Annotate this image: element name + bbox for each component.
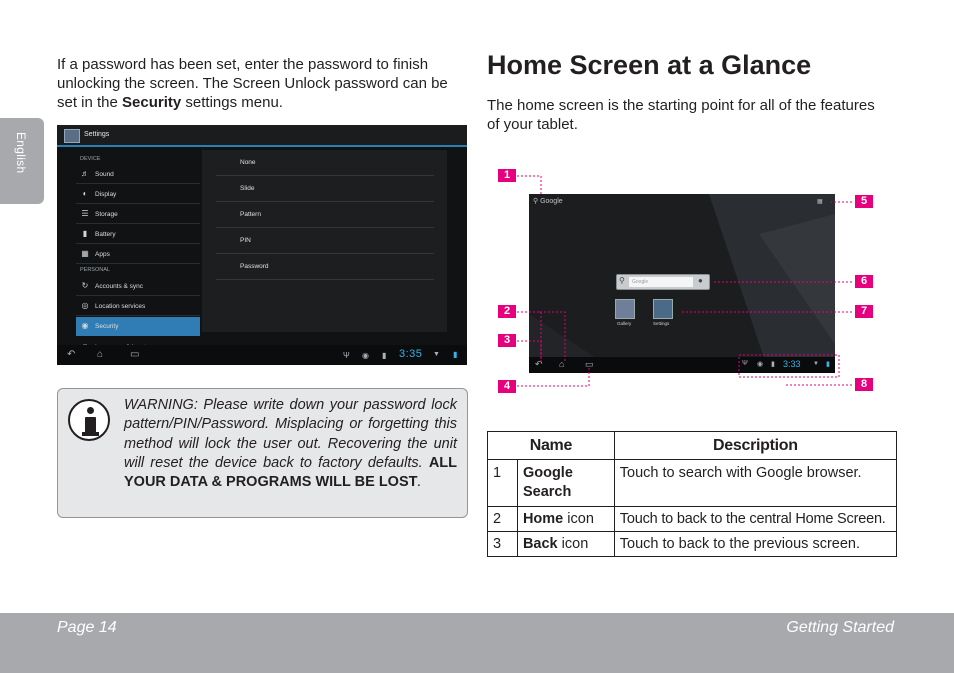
- sd-card-icon: ▮: [382, 351, 387, 360]
- warning-emphasis: ALL YOUR DATA & PROGRAMS WILL BE LOST: [124, 454, 457, 491]
- back-icon[interactable]: ↶: [535, 359, 543, 369]
- intro-text-end: settings menu.: [181, 94, 283, 111]
- callout-7: 7: [855, 305, 873, 318]
- lock-icon: ◉: [81, 321, 89, 330]
- callout-6: 6: [855, 275, 873, 288]
- sd-card-icon: ▮: [771, 361, 775, 368]
- settings-item-label: Battery: [95, 231, 116, 238]
- callout-4: 4: [498, 380, 516, 393]
- settings-app-label: Settings: [653, 321, 670, 326]
- row-name-bold: Back: [522, 536, 558, 552]
- row-name-rest: icon: [563, 511, 594, 527]
- settings-item-label: Display: [95, 191, 117, 198]
- sync-icon: ↻: [81, 281, 89, 290]
- lock-option-label: PIN: [240, 237, 251, 244]
- wifi-icon: ▼: [813, 361, 819, 367]
- battery-status-icon: ▮: [453, 350, 458, 359]
- battery-status-icon: ▮: [826, 361, 830, 368]
- section-name: Getting Started: [786, 619, 894, 636]
- callout-1: 1: [498, 169, 516, 182]
- home-icon[interactable]: ⌂: [559, 359, 565, 369]
- row-description: Touch to back to the previous screen.: [614, 532, 896, 557]
- row-description: Touch to search with Google browser.: [614, 460, 896, 507]
- intro-bold: Security: [122, 94, 182, 111]
- recent-apps-icon[interactable]: ▭: [585, 359, 594, 369]
- android-debug-icon: ◉: [362, 351, 369, 360]
- app-drawer-icon[interactable]: ▦: [817, 199, 823, 205]
- settings-item-label: Location services: [95, 303, 146, 310]
- home-icon[interactable]: ⌂: [97, 349, 104, 360]
- search-icon: ⚲: [619, 276, 625, 285]
- lock-option-label: None: [240, 159, 256, 166]
- lock-option-label: Pattern: [240, 211, 261, 218]
- table-row: [488, 532, 897, 557]
- battery-icon: ▮: [82, 229, 88, 238]
- row-name-rest: icon: [557, 536, 589, 552]
- row-number: 3: [488, 532, 518, 557]
- recent-apps-icon[interactable]: ▭: [130, 349, 140, 360]
- table-header-description: Description: [614, 432, 896, 460]
- row-name: [517, 532, 614, 557]
- settings-title: Settings: [84, 131, 110, 138]
- status-clock: 3:33: [783, 359, 801, 369]
- row-description: Touch to back to the central Home Screen.: [614, 507, 896, 532]
- home-intro-paragraph: The home screen is the starting point for all of the features of your tablet.: [487, 97, 875, 133]
- category-personal: PERSONAL: [80, 267, 110, 273]
- table-header-name: Name: [488, 432, 615, 460]
- table-row: [488, 460, 897, 507]
- lock-option-label: Slide: [240, 185, 255, 192]
- callout-3: 3: [498, 334, 516, 347]
- storage-icon: ☰: [81, 209, 89, 218]
- category-device: DEVICE: [80, 156, 101, 162]
- icon-description-table: [487, 431, 897, 557]
- location-icon: ◎: [81, 301, 89, 310]
- apps-icon: ▦: [81, 249, 89, 258]
- settings-item-label: Storage: [95, 211, 118, 218]
- search-widget-input[interactable]: Google: [629, 277, 693, 287]
- row-name: [517, 460, 614, 507]
- settings-item-label: Security: [95, 323, 119, 330]
- row-name-bold: Home: [522, 511, 564, 527]
- speaker-icon: ♬: [81, 169, 89, 178]
- page-heading: Home Screen at a Glance: [487, 50, 812, 80]
- status-clock: 3:35: [399, 348, 423, 360]
- lock-option-label: Password: [240, 263, 269, 270]
- row-number: 2: [488, 507, 518, 532]
- google-label: Google: [540, 198, 563, 205]
- table-header-row: [488, 432, 897, 460]
- page-number: Page 14: [57, 619, 117, 636]
- brightness-icon: ◐: [82, 189, 88, 198]
- page-footer: [0, 613, 954, 673]
- gallery-app-label: Gallery: [617, 321, 632, 326]
- settings-item-label: Accounts & sync: [95, 283, 144, 290]
- android-debug-icon: ◉: [757, 361, 764, 368]
- warning-end: .: [417, 474, 422, 491]
- microphone-icon[interactable]: ●: [698, 276, 703, 285]
- row-name-bold: Google Search: [522, 465, 573, 500]
- usb-icon: Ψ: [742, 360, 748, 367]
- warning-body: WARNING: Please write down your password lock pattern/PIN/Password. Misplacing or forgetting this method will lock the user out. Recovering the unit will reset the device back to factory defaults.: [124, 397, 457, 471]
- settings-item-label: Apps: [95, 251, 110, 258]
- table-row: [488, 507, 897, 532]
- intro-text: If a password has been set, enter the password to finish unlocking the screen. The Screen Unlock password can be set in the: [57, 56, 448, 111]
- google-search-bar-label[interactable]: ⚲ Google: [533, 198, 563, 205]
- callout-5: 5: [855, 195, 873, 208]
- back-icon[interactable]: ↶: [67, 349, 76, 360]
- language-tab-label: English: [14, 132, 28, 174]
- wifi-icon: ▼: [433, 351, 440, 358]
- row-number: 1: [488, 460, 518, 507]
- usb-icon: Ψ: [343, 351, 350, 360]
- callout-8: 8: [855, 378, 873, 391]
- row-name: [517, 507, 614, 532]
- settings-item-label: Sound: [95, 171, 114, 178]
- callout-2: 2: [498, 305, 516, 318]
